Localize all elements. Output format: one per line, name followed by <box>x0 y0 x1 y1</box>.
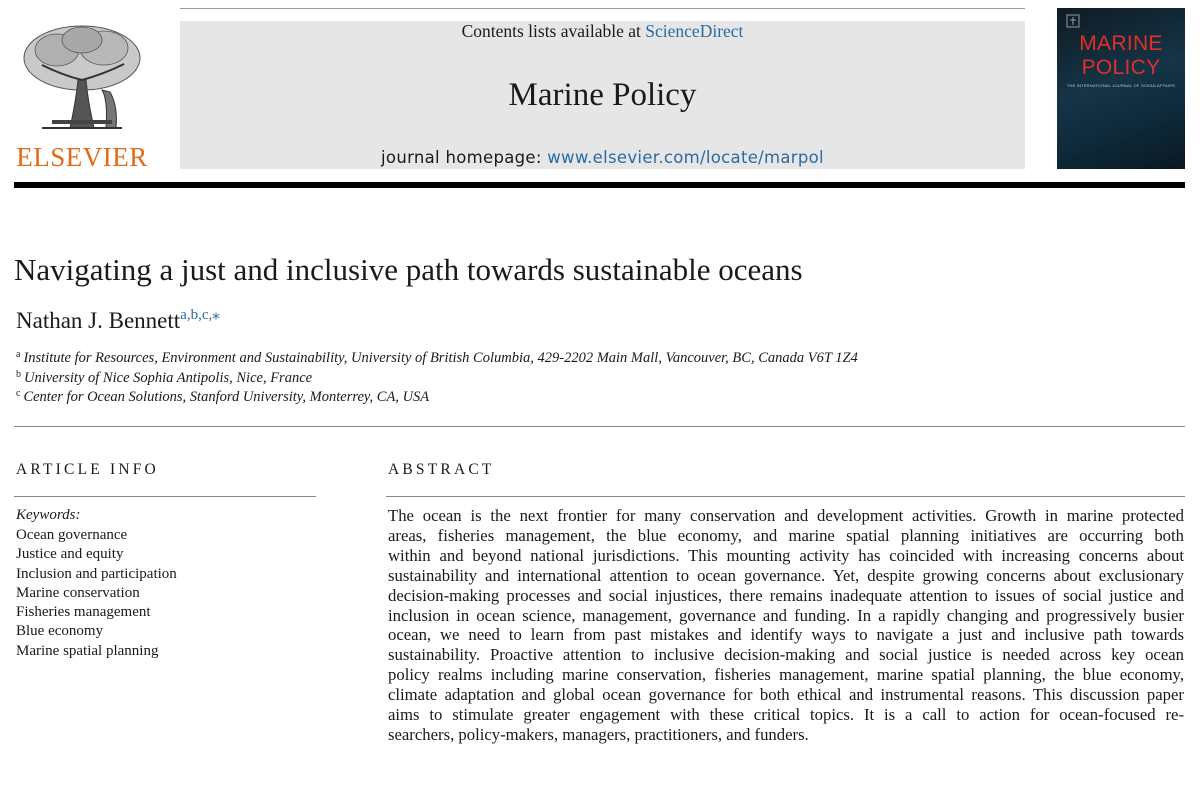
abstract-body <box>388 506 1184 745</box>
author-name: Nathan J. Bennett <box>16 308 181 333</box>
keyword-item: Marine spatial planning <box>16 642 159 659</box>
abstract-line: The ocean is the next frontier for many conservation and development activities. Growth in marine protected <box>388 506 1184 525</box>
abstract-line: ocean, we need to learn from past mistakes and identify ways to navigate a just and inclusive path towards <box>388 625 1184 645</box>
cover-title-line2: POLICY <box>1081 56 1161 79</box>
affiliation-mark: b <box>16 369 21 380</box>
corresponding-author-mark[interactable]: ⁎ <box>212 307 220 323</box>
article-title: Navigating a just and inclusive path towards sustainable oceans <box>14 252 803 287</box>
abstract-heading: ABSTRACT <box>388 461 495 478</box>
section-divider <box>14 426 1185 427</box>
cover-title <box>1057 32 1185 80</box>
keywords-label: Keywords: <box>16 507 81 523</box>
header-rule <box>14 182 1185 188</box>
affiliation-mark: c <box>16 388 21 399</box>
abstract-line: searchers, policy-makers, managers, practitioners, and funders. <box>388 724 809 744</box>
contents-line <box>180 21 1025 42</box>
journal-banner <box>180 21 1025 169</box>
keyword-item: Justice and equity <box>16 546 124 563</box>
affiliation-b <box>16 369 312 387</box>
homepage-prefix: journal homepage: <box>381 148 548 167</box>
cover-subtitle: THE INTERNATIONAL JOURNAL OF OCEAN AFFAIRS <box>1066 83 1176 88</box>
top-rule <box>180 8 1025 9</box>
abstract-line: areas, fisheries management, the blue economy, and marine spatial planning initiatives are occurring both <box>388 525 1184 545</box>
keyword-item: Inclusion and participation <box>16 565 177 582</box>
homepage-line <box>180 148 1025 167</box>
keyword-item: Fisheries management <box>16 604 151 621</box>
publisher-wordmark: ELSEVIER <box>16 142 148 172</box>
tree-icon <box>12 20 152 140</box>
affiliation-mark: a <box>16 349 21 360</box>
abstract-line: climate adaptation and global ocean governance for both ethical and instrumental reasons. This discussion paper <box>388 685 1184 705</box>
author-line <box>16 305 220 334</box>
journal-homepage-link[interactable]: www.elsevier.com/locate/marpol <box>547 148 824 167</box>
elsevier-logo[interactable] <box>12 20 152 172</box>
abstract-line: sustainability. Proactive attention to inclusive decision-making and social justice is needed across key ocean <box>388 645 1184 665</box>
abstract-line: aims to stimulate greater engagement with these critical topics. It is a call to action for ocean-focused re- <box>388 705 1184 725</box>
affiliation-a <box>16 349 858 367</box>
keyword-item: Ocean governance <box>16 527 128 543</box>
elsevier-seal-icon <box>1066 14 1080 28</box>
cover-title-line1: MARINE <box>1079 32 1163 55</box>
keyword-item: Marine conservation <box>16 584 140 601</box>
journal-cover-thumbnail[interactable] <box>1057 8 1185 169</box>
abstract-line: decision-making processes and social injustices, there remains inadequate attention to issues of social justice and <box>388 585 1184 605</box>
abstract-line: sustainability and international attention to ocean governance. Yet, despite growing concerns about exclusionary <box>388 565 1184 585</box>
affiliation-c <box>16 388 429 406</box>
affiliation-text: University of Nice Sophia Antipolis, Nice, France <box>24 370 313 386</box>
abstract-line: within and beyond national jurisdictions. This mounting activity has coincided with increasing concerns about <box>388 545 1184 565</box>
contents-prefix: Contents lists available at <box>461 21 646 41</box>
abstract-line: inclusion in ocean science, management, governance and funding. In a rapidly changing and progressively busier <box>388 605 1184 625</box>
keywords-list <box>16 526 177 661</box>
abstract-rule <box>386 496 1185 497</box>
affiliation-text: Institute for Resources, Environment and Sustainability, University of British Columbia, 429-2202 Main Mall, Vancouver, BC, Canada V6T 1Z4 <box>23 350 858 366</box>
affiliation-text: Center for Ocean Solutions, Stanford University, Monterrey, CA, USA <box>23 389 430 405</box>
journal-title: Marine Policy <box>508 77 697 113</box>
abstract-line: policy realms including marine conservation, fisheries management, marine spatial planning, the blue economy, <box>388 665 1184 685</box>
author-affiliation-marks[interactable]: a,b,c, <box>180 307 213 323</box>
article-info-heading: ARTICLE INFO <box>16 461 159 478</box>
keyword-item: Blue economy <box>16 623 104 640</box>
article-info-rule <box>14 496 316 497</box>
sciencedirect-link[interactable]: ScienceDirect <box>645 21 744 41</box>
